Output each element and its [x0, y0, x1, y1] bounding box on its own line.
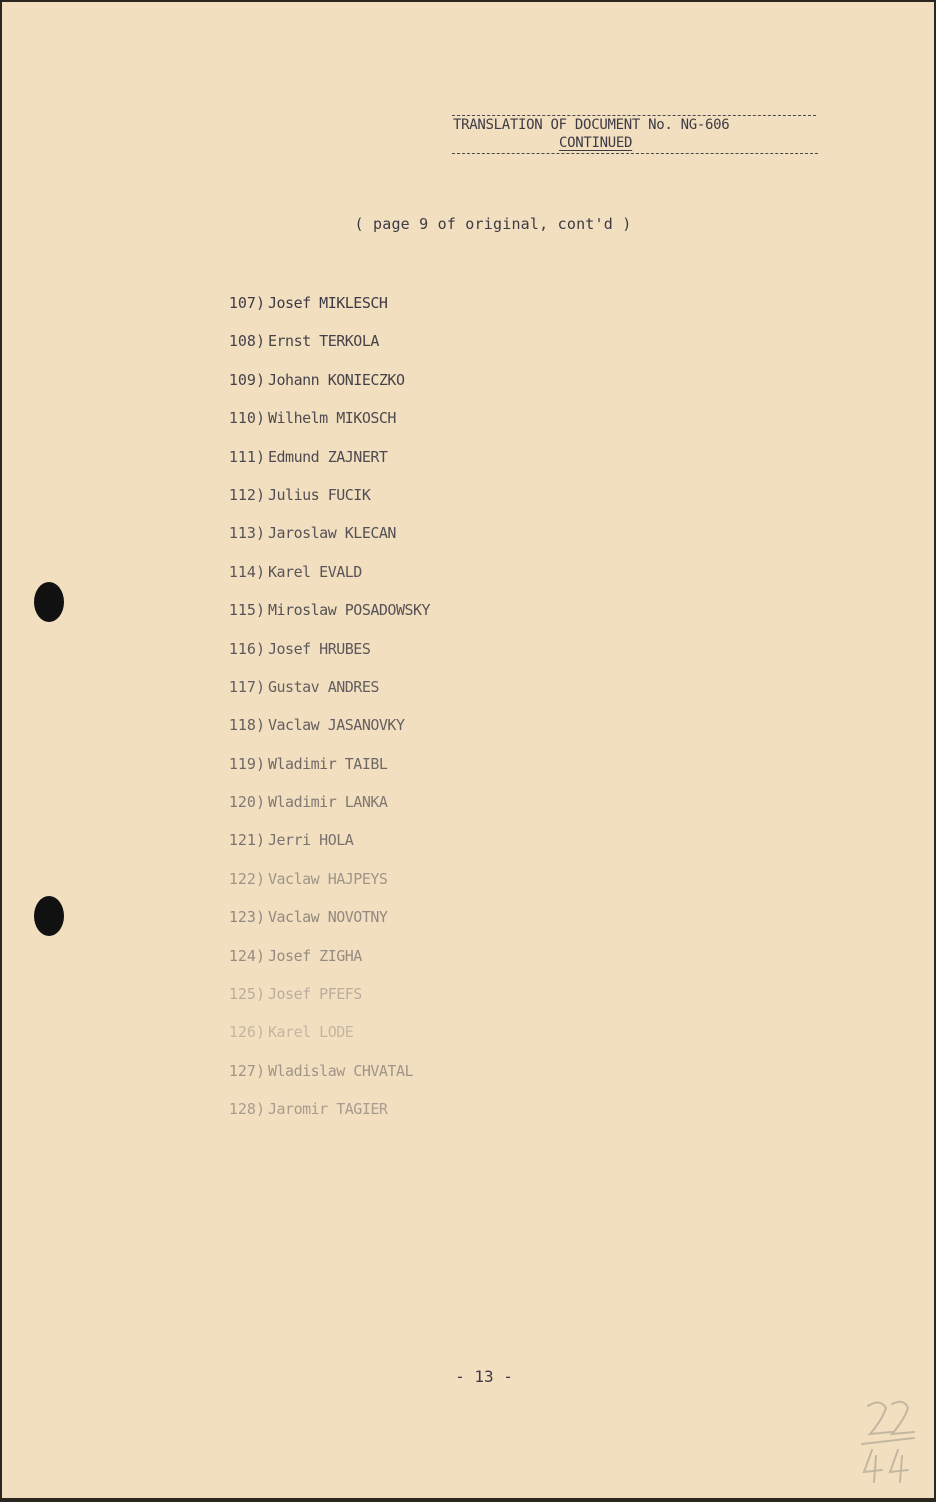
page-number: - 13 -	[455, 1367, 513, 1386]
entry-number: 117)	[228, 677, 265, 696]
entry-name: Jaromir TAGIER	[268, 1100, 388, 1119]
entry-number: 121)	[228, 831, 265, 850]
list-item	[205, 484, 430, 522]
list-item	[205, 330, 430, 368]
entry-name: Vaclaw NOVOTNY	[268, 908, 388, 927]
document-title: TRANSLATION OF DOCUMENT No. NG-606	[453, 117, 730, 133]
entry-name: Karel LODE	[268, 1023, 354, 1042]
punch-hole	[34, 582, 64, 622]
list-item	[205, 753, 430, 791]
entry-number: 124)	[228, 946, 265, 965]
list-item	[205, 561, 430, 599]
list-item	[205, 868, 430, 906]
list-item	[205, 945, 430, 983]
entry-name: Josef ZIGHA	[268, 946, 362, 965]
entry-name: Wladimir TAIBL	[268, 754, 388, 773]
entry-name: Wladislaw CHVATAL	[268, 1061, 414, 1080]
name-list	[205, 292, 430, 1137]
entry-number: 111)	[228, 447, 265, 466]
entry-number: 116)	[228, 639, 265, 658]
header-bottom-rule	[452, 153, 818, 154]
entry-number: 122)	[228, 869, 265, 888]
entry-number: 108)	[228, 332, 265, 351]
list-item	[205, 369, 430, 407]
entry-number: 112)	[228, 485, 265, 504]
entry-number: 120)	[228, 793, 265, 812]
entry-name: Jerri HOLA	[268, 831, 354, 850]
entry-number: 118)	[228, 716, 265, 735]
list-item	[205, 292, 430, 330]
entry-name: Miroslaw POSADOWSKY	[268, 601, 431, 620]
entry-name: Edmund ZAJNERT	[268, 447, 388, 466]
entry-name: Ernst TERKOLA	[268, 332, 379, 351]
list-item	[205, 1098, 430, 1136]
entry-number: 113)	[228, 524, 265, 543]
list-item	[205, 522, 430, 560]
entry-number: 109)	[228, 370, 265, 389]
list-item	[205, 983, 430, 1021]
list-item	[205, 714, 430, 752]
entry-name: Johann KONIECZKO	[268, 370, 405, 389]
list-item	[205, 791, 430, 829]
document-page	[2, 2, 934, 1498]
entry-name: Vaclaw HAJPEYS	[268, 869, 388, 888]
entry-number: 114)	[228, 562, 265, 581]
entry-name: Josef PFEFS	[268, 985, 362, 1004]
entry-name: Vaclaw JASANOVKY	[268, 716, 405, 735]
punch-hole	[34, 896, 64, 936]
entry-name: Karel EVALD	[268, 562, 362, 581]
entry-name: Gustav ANDRES	[268, 677, 379, 696]
list-item	[205, 446, 430, 484]
entry-name: Wladimir LANKA	[268, 793, 388, 812]
list-item	[205, 1060, 430, 1098]
entry-number: 110)	[228, 409, 265, 428]
entry-name: Josef HRUBES	[268, 639, 371, 658]
document-header	[448, 115, 820, 154]
entry-number: 107)	[228, 294, 265, 312]
entry-name: Julius FUCIK	[268, 485, 371, 504]
entry-number: 127)	[228, 1061, 265, 1080]
entry-number: 119)	[228, 754, 265, 773]
continued-label: CONTINUED	[559, 135, 633, 151]
entry-number: 115)	[228, 601, 265, 620]
list-item	[205, 599, 430, 637]
pencil-annotation-mark	[858, 1396, 928, 1488]
list-item	[205, 1021, 430, 1059]
entry-number: 128)	[228, 1100, 265, 1119]
page-reference: ( page 9 of original, cont'd )	[354, 215, 632, 233]
list-item	[205, 676, 430, 714]
entry-number: 123)	[228, 908, 265, 927]
entry-name: Wilhelm MIKOSCH	[268, 409, 396, 428]
entry-name: Josef MIKLESCH	[268, 294, 388, 312]
list-item	[205, 829, 430, 867]
list-item	[205, 638, 430, 676]
entry-number: 126)	[228, 1023, 265, 1042]
entry-name: Jaroslaw KLECAN	[268, 524, 396, 543]
list-item	[205, 407, 430, 445]
list-item	[205, 906, 430, 944]
entry-number: 125)	[228, 985, 265, 1004]
